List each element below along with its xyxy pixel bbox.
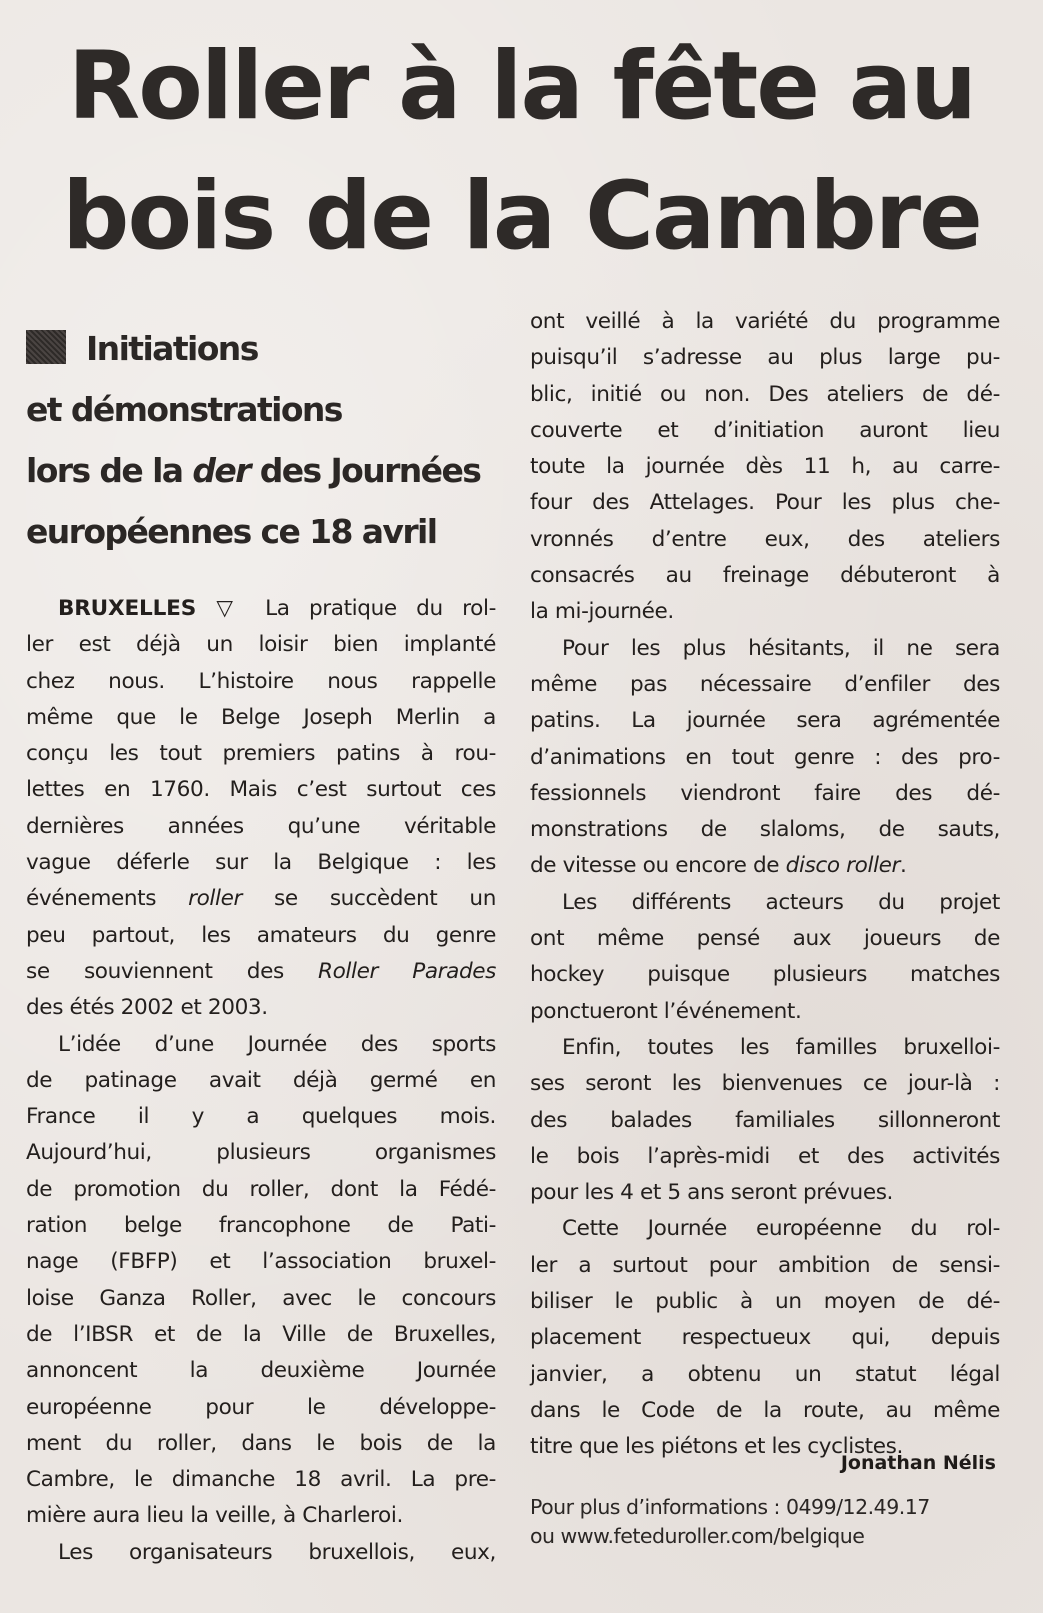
headline-line-2: bois de la Cambre: [62, 162, 981, 271]
subhead-line-3-italic: der: [192, 451, 250, 490]
text-line: patins. La journée sera agrémentée: [530, 708, 1000, 734]
text-line: annoncent la deuxième Journée: [26, 1358, 496, 1384]
subhead-line-3c: des Journées: [249, 451, 481, 490]
text-line: Les organisateurs bruxellois, eux,: [58, 1539, 496, 1565]
subhead-line-1: Initiations: [86, 329, 258, 368]
text-line: même pas nécessaire d’enfiler des: [530, 671, 1000, 697]
text-line: blic, initié ou non. Des ateliers de dé-: [530, 381, 1000, 407]
text-line: vronnés d’entre eux, des ateliers: [530, 526, 1000, 552]
text-line: chez nous. L’histoire nous rappelle: [26, 668, 496, 694]
text-line: four des Attelages. Pour les plus che-: [530, 490, 1000, 516]
text-line: placement respectueux qui, depuis: [530, 1325, 1000, 1351]
text-line: ponctueront l’événement.: [530, 998, 802, 1024]
left-column: [26, 591, 496, 1571]
text-line: France il y a quelques mois.: [26, 1104, 496, 1130]
byline: Jonathan Nélis: [840, 1452, 996, 1474]
text-line: nage (FBFP) et l’association bruxel-: [26, 1249, 496, 1275]
text-line: de patinage avait déjà germé en: [26, 1067, 496, 1093]
text-line: européenne pour le développe-: [26, 1394, 496, 1420]
text-line: janvier, a obtenu un statut légal: [530, 1361, 1000, 1387]
subhead-line-3a: lors de la: [26, 451, 193, 490]
text-line: ont veillé à la variété du programme: [530, 309, 1000, 334]
info-phone: Pour plus d’informations : 0499/12.49.17: [530, 1495, 930, 1519]
text-line: puisqu’il s’adresse au plus large pu-: [530, 345, 1000, 371]
text-line: loise Ganza Roller, avec le concours: [26, 1285, 496, 1311]
text-line: toute la journée dès 11 h, au carre-: [530, 454, 1000, 480]
text-line: Aujourd’hui, plusieurs organismes: [26, 1140, 496, 1166]
text-line: se souviennent des Roller Parades: [26, 958, 497, 984]
text-line: BRUXELLES ▽ La pratique du rol-: [58, 596, 496, 621]
text-line: mière aura lieu la veille, à Charleroi.: [26, 1503, 403, 1529]
headline: [40, 22, 1003, 282]
text-line: titre que les piétons et les cyclistes.: [530, 1434, 903, 1460]
text-line: consacrés au freinage débuteront à: [530, 563, 1000, 589]
text-line: pour les 4 et 5 ans seront prévues.: [530, 1180, 894, 1206]
text-line: des balades familiales sillonneront: [530, 1107, 1000, 1133]
info-footer: [530, 1493, 1000, 1551]
dateline: BRUXELLES ▽: [58, 596, 246, 621]
text-line: biliser le public à un moyen de dé-: [530, 1289, 1000, 1315]
text-line: d’animations en tout genre : des pro-: [530, 744, 1000, 770]
info-website: ou www.feteduroller.com/belgique: [530, 1524, 865, 1548]
text-line: la mi-journée.: [530, 599, 674, 625]
headline-line-1: Roller à la fête au: [67, 32, 976, 141]
text-line: de promotion du roller, dont la Fédé-: [26, 1176, 496, 1202]
subhead-line-2: et démonstrations: [26, 390, 342, 429]
text-line: ont même pensé aux joueurs de: [530, 926, 1000, 952]
text-line: hockey puisque plusieurs matches: [530, 962, 1000, 988]
right-column: [530, 304, 1000, 1466]
text-line: Pour les plus hésitants, il ne sera: [562, 635, 1000, 661]
text-line: ler a surtout pour ambition de sensi-: [530, 1252, 1000, 1278]
text-line: Enfin, toutes les familles bruxelloi-: [562, 1034, 1000, 1060]
text-line: de l’IBSR et de la Ville de Bruxelles,: [26, 1321, 496, 1347]
text-line: de vitesse ou encore de disco roller.: [530, 853, 907, 879]
text-line: événements roller se succèdent un: [26, 886, 496, 912]
text-line: fessionnels viendront faire des dé-: [530, 780, 1000, 806]
text-line: peu partout, les amateurs du genre: [26, 922, 496, 948]
text-line: ses seront les bienvenues ce jour-là :: [530, 1071, 1000, 1097]
text-line: ment du roller, dans le bois de la: [26, 1430, 496, 1456]
text-line: conçu les tout premiers patins à rou-: [26, 741, 496, 767]
text-line: ration belge francophone de Pati-: [26, 1213, 496, 1239]
text-line: Les différents acteurs du projet: [562, 889, 1000, 915]
text-line: dernières années qu’une véritable: [26, 813, 496, 839]
text-line: le bois l’après-midi et des activités: [530, 1143, 1000, 1169]
text-line: L’idée d’une Journée des sports: [58, 1031, 496, 1057]
text-line: Cette Journée européenne du rol-: [562, 1216, 1000, 1242]
text-line: vague déferle sur la Belgique : les: [26, 850, 496, 876]
text-line: des étés 2002 et 2003.: [26, 995, 268, 1021]
text-line: lettes en 1760. Mais c’est surtout ces: [26, 777, 496, 803]
text-line: dans le Code de la route, au même: [530, 1397, 1000, 1423]
subhead-line-4: européennes ce 18 avril: [26, 512, 437, 551]
bullet-square-icon: [26, 330, 66, 364]
text-line: couverte et d’initiation auront lieu: [530, 417, 1000, 443]
text-line: ler est déjà un loisir bien implanté: [26, 632, 496, 658]
text-line: Cambre, le dimanche 18 avril. La pre-: [26, 1467, 496, 1493]
text-line: monstrations de slaloms, de sauts,: [530, 817, 1000, 843]
subheading: [26, 318, 516, 562]
text-line: même que le Belge Joseph Merlin a: [26, 704, 496, 730]
